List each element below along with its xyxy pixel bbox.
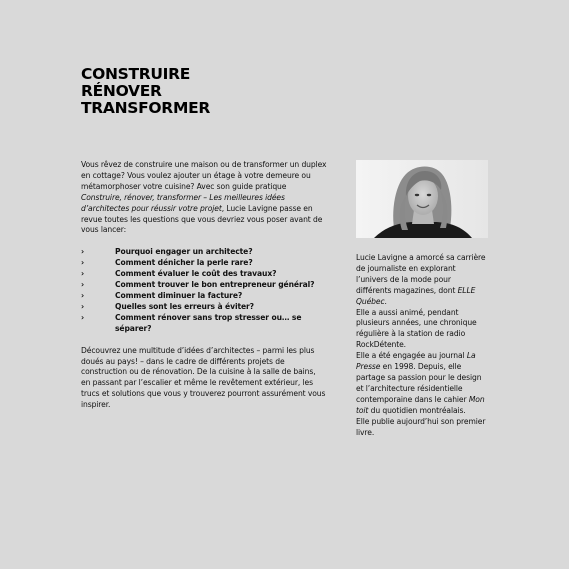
bio-text: en 1998. Depuis, elle partage sa passion pour le design et l’architecture résidentielle contemporaine dans le cahier	[356, 362, 482, 404]
bio-text: Elle a été engagée au journal	[356, 351, 467, 361]
list-item	[81, 258, 327, 269]
list-item	[81, 247, 327, 258]
bio-paragraph	[356, 253, 486, 308]
bullet-icon: ›	[81, 312, 85, 322]
intro-paragraph	[81, 160, 327, 236]
closing-paragraph: Découvrez une multitude d’idées d’architectes – parmi les plus doués au pays! – dans le cadre de différents projets de construction ou de rénovation. De la cuisine à la salle de bains, en passant par l’escalier et même le revêtement extérieur, les trucs et solutions que vous y trouverez pourront assurément vous inspirer.	[81, 345, 326, 410]
bio-paragraph	[356, 351, 486, 416]
section-name: Mon toit	[356, 394, 485, 415]
title-line-3: TRANSFORMER	[81, 99, 210, 117]
question-text: Comment trouver le bon entrepreneur général?	[115, 280, 315, 290]
magazine-name: ELLE Québec	[356, 285, 476, 306]
list-item	[81, 269, 327, 280]
intro-text-2: , Lucie Lavigne passe en revue toutes les questions que vous devriez vous poser avant de vous lancer:	[81, 203, 323, 235]
book-title-italic: Construire, rénover, transformer – Les meilleures idées d’architectes pour réussir votre projet	[81, 192, 285, 213]
question-text: Comment évaluer le coût des travaux?	[115, 269, 277, 279]
question-text: Comment diminuer la facture?	[115, 290, 243, 300]
question-text: Comment dénicher la perle rare?	[115, 258, 253, 268]
bullet-icon: ›	[81, 280, 85, 290]
bio-paragraph: Elle publie aujourd’hui son premier livre.	[356, 416, 486, 437]
bio-text: du quotidien montréalais.	[368, 405, 466, 415]
author-bio	[356, 253, 486, 438]
bullet-icon: ›	[81, 301, 85, 311]
bio-text: Lucie Lavigne a amorcé sa carrière de journaliste en explorant l’univers de la mode pour différents magazines, dont	[356, 253, 486, 295]
title-line-1: CONSTRUIRE	[81, 65, 191, 83]
intro-text-1: Vous rêvez de construire une maison ou de transformer un duplex en cottage? Vous voulez ajouter un étage à votre demeure ou métamorphoser votre cuisine? Avec son guide pratique	[81, 160, 327, 191]
list-item	[81, 280, 327, 291]
bullet-icon: ›	[81, 269, 85, 279]
questions-list	[81, 247, 327, 334]
main-column	[81, 160, 327, 411]
bio-text: .	[384, 296, 387, 306]
list-item	[81, 302, 327, 313]
question-text: Comment rénover sans trop stresser ou… se séparer?	[115, 312, 302, 333]
list-item	[81, 291, 327, 302]
question-text: Pourquoi engager un architecte?	[115, 247, 253, 257]
bullet-icon: ›	[81, 258, 85, 268]
newspaper-name: La Presse	[356, 351, 476, 372]
title-line-2: RÉNOVER	[81, 82, 162, 100]
bullet-icon: ›	[81, 290, 85, 300]
author-photo	[356, 160, 488, 238]
book-title	[81, 66, 210, 117]
bullet-icon: ›	[81, 247, 85, 257]
question-text: Quelles sont les erreurs à éviter?	[115, 301, 254, 311]
bio-paragraph: Elle a aussi animé, pendant plusieurs années, une chronique régulière à la station de radio RockDétente.	[356, 307, 477, 350]
list-item	[81, 313, 327, 335]
